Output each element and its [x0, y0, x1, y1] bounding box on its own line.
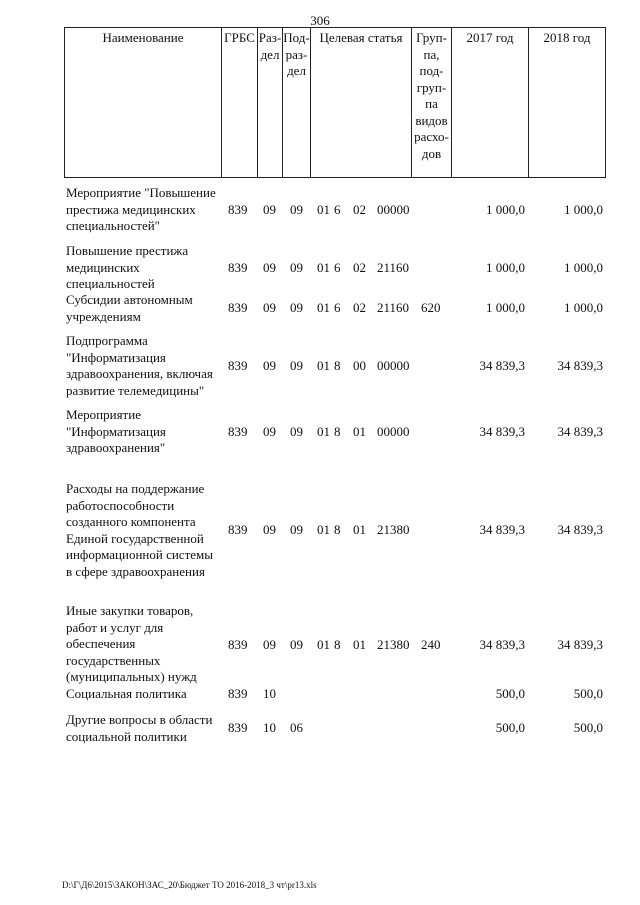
- row-target-4: 21160: [377, 260, 410, 275]
- row-2017: 34 839,3: [479, 424, 525, 439]
- table-header: [64, 27, 606, 178]
- row-target-1: 01: [317, 424, 330, 439]
- row-podrazdel: 09: [290, 637, 303, 652]
- row-target-1: 01: [317, 637, 330, 652]
- row-2018: 34 839,3: [557, 358, 603, 373]
- row-grbs: 839: [228, 202, 248, 217]
- file-path-footer: D:\Г\Д6\2015\ЗАКОН\ЗАС_20\Бюджет ТО 2016-2018_3 чт\pr13.xls: [62, 880, 317, 890]
- page-number: 306: [310, 13, 330, 28]
- header-2018: 2018 год: [529, 28, 606, 178]
- row-podrazdel: 09: [290, 260, 303, 275]
- row-podrazdel: 09: [290, 202, 303, 217]
- row-target-4: 21380: [377, 637, 410, 652]
- row-2017: 1 000,0: [486, 260, 525, 275]
- row-podrazdel: 09: [290, 358, 303, 373]
- row-podrazdel: 09: [290, 300, 303, 315]
- header-podrazdel: Под- раз- дел: [283, 28, 311, 178]
- row-grbs: 839: [228, 260, 248, 275]
- row-target-1: 01: [317, 358, 330, 373]
- row-2018: 500,0: [573, 720, 603, 735]
- header-name: Наименование: [65, 28, 222, 178]
- row-target-3: 01: [353, 637, 366, 652]
- row-name: Другие вопросы в области социальной политики: [66, 712, 213, 744]
- row-2018: 34 839,3: [557, 637, 603, 652]
- row-target-1: 01: [317, 522, 330, 537]
- row-grbs: 839: [228, 637, 248, 652]
- row-grbs: 839: [228, 522, 248, 537]
- header-target: Целевая статья: [311, 28, 412, 178]
- row-grbs: 839: [228, 686, 248, 701]
- row-2018: 1 000,0: [564, 300, 603, 315]
- row-2017: 34 839,3: [479, 358, 525, 373]
- row-target-4: 00000: [377, 358, 410, 373]
- row-razdel: 09: [263, 358, 276, 373]
- row-razdel: 09: [263, 260, 276, 275]
- row-target-3: 01: [353, 424, 366, 439]
- row-target-2: 8: [334, 358, 341, 373]
- row-2017: 1 000,0: [486, 202, 525, 217]
- row-razdel: 09: [263, 522, 276, 537]
- row-2018: 34 839,3: [557, 424, 603, 439]
- row-target-2: 6: [334, 202, 341, 217]
- row-2018: 1 000,0: [564, 260, 603, 275]
- row-target-1: 01: [317, 300, 330, 315]
- row-2018: 500,0: [573, 686, 603, 701]
- row-target-3: 02: [353, 260, 366, 275]
- row-2017: 500,0: [495, 720, 525, 735]
- header-razdel: Раз- дел: [258, 28, 283, 178]
- row-podrazdel: 09: [290, 522, 303, 537]
- row-name: Мероприятие "Информатизация здравоохранения": [66, 407, 166, 455]
- row-2017: 1 000,0: [486, 300, 525, 315]
- row-target-4: 00000: [377, 424, 410, 439]
- row-target-2: 8: [334, 424, 341, 439]
- row-target-2: 8: [334, 522, 341, 537]
- row-podrazdel: 09: [290, 424, 303, 439]
- header-2017: 2017 год: [452, 28, 529, 178]
- row-razdel: 09: [263, 300, 276, 315]
- row-grbs: 839: [228, 720, 248, 735]
- row-name: Расходы на поддержание работоспособности созданного компонента Единой государственной информационной системы в сфере здравоохранения: [66, 481, 213, 579]
- row-target-3: 00: [353, 358, 366, 373]
- row-target-2: 8: [334, 637, 341, 652]
- row-2018: 1 000,0: [564, 202, 603, 217]
- row-2017: 500,0: [495, 686, 525, 701]
- row-2017: 34 839,3: [479, 637, 525, 652]
- row-name: Мероприятие "Повышение престижа медицинских специальностей": [66, 185, 216, 233]
- row-name: Социальная политика: [66, 686, 187, 701]
- row-razdel: 10: [263, 686, 276, 701]
- row-name: Иные закупки товаров, работ и услуг для обеспечения государственных (муниципальных) нужд: [66, 603, 197, 684]
- row-target-4: 00000: [377, 202, 410, 217]
- row-razdel: 09: [263, 202, 276, 217]
- row-name: Субсидии автономным учреждениям: [66, 292, 193, 324]
- row-expense-type: 240: [421, 637, 441, 652]
- row-razdel: 09: [263, 424, 276, 439]
- row-name: Подпрограмма "Информатизация здравоохранения, включая развитие телемедицины": [66, 333, 213, 398]
- row-2018: 34 839,3: [557, 522, 603, 537]
- row-target-1: 01: [317, 202, 330, 217]
- row-grbs: 839: [228, 424, 248, 439]
- row-razdel: 10: [263, 720, 276, 735]
- row-target-3: 01: [353, 522, 366, 537]
- row-target-1: 01: [317, 260, 330, 275]
- row-podrazdel: 06: [290, 720, 303, 735]
- row-target-4: 21380: [377, 522, 410, 537]
- row-expense-type: 620: [421, 300, 441, 315]
- row-target-3: 02: [353, 300, 366, 315]
- row-target-2: 6: [334, 300, 341, 315]
- header-grbs: ГРБС: [222, 28, 258, 178]
- header-group: Груп- па, под- груп- па видов расхо- дов: [412, 28, 452, 178]
- row-target-3: 02: [353, 202, 366, 217]
- row-grbs: 839: [228, 358, 248, 373]
- row-2017: 34 839,3: [479, 522, 525, 537]
- row-grbs: 839: [228, 300, 248, 315]
- row-razdel: 09: [263, 637, 276, 652]
- row-name: Повышение престижа медицинских специальностей: [66, 243, 189, 291]
- row-target-4: 21160: [377, 300, 410, 315]
- row-target-2: 6: [334, 260, 341, 275]
